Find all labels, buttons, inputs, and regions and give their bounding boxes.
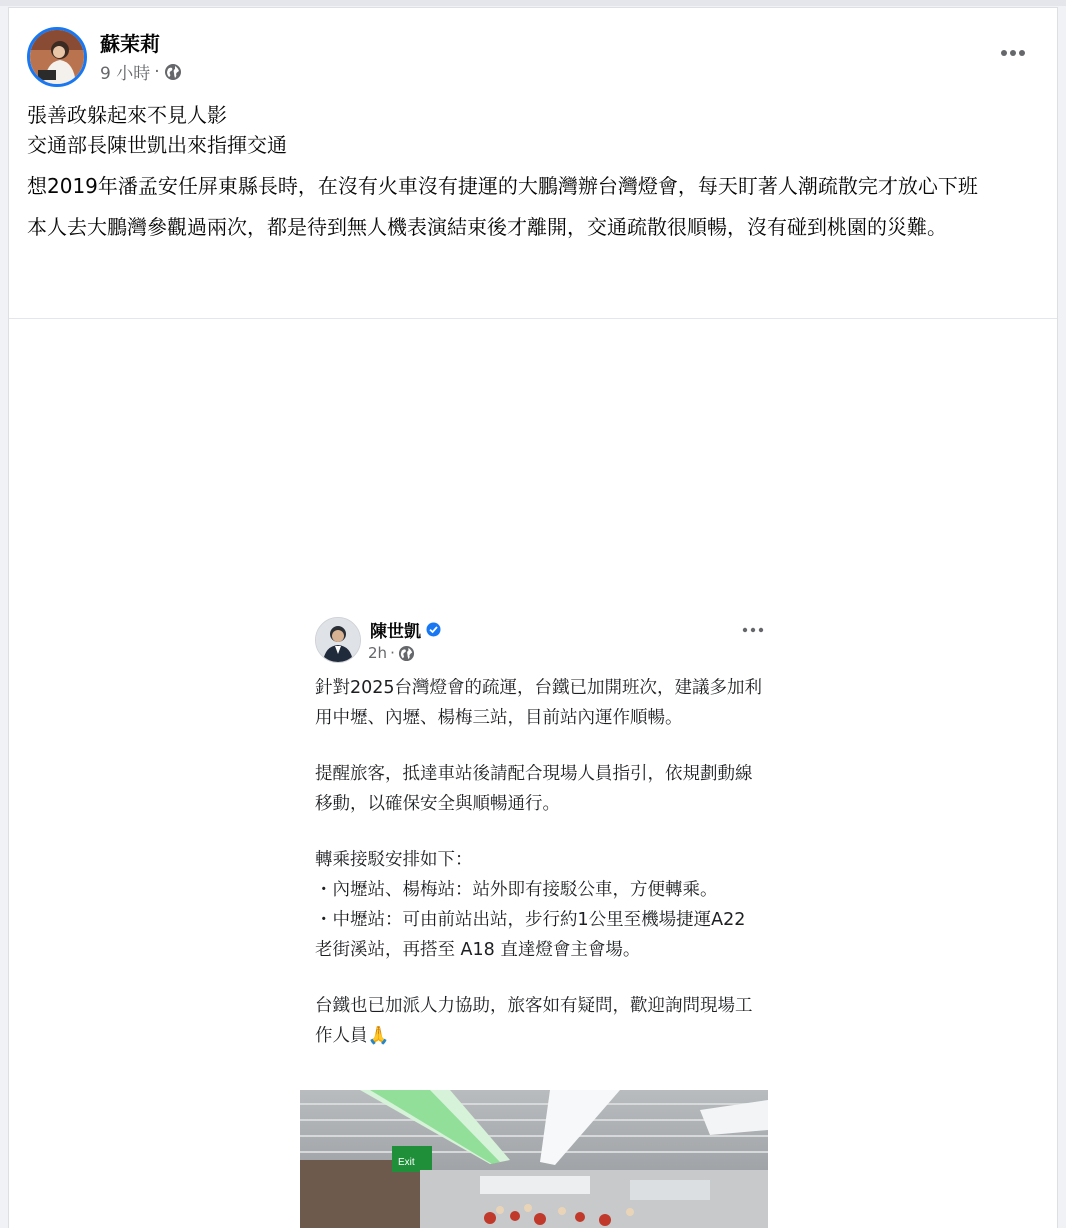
embedded-paragraph-3	[315, 845, 765, 965]
meta-separator: ·	[154, 61, 160, 82]
globe-icon[interactable]	[164, 63, 182, 81]
embedded-globe-icon	[398, 645, 415, 662]
author-name[interactable]: 蘇茉莉	[100, 32, 160, 56]
station-exit-sign: Exit	[398, 1157, 415, 1168]
post-time[interactable]: 9 小時	[100, 64, 151, 84]
embedded-post-screenshot	[300, 607, 768, 1228]
embedded-line-transfer: 轉乘接駁安排如下：	[315, 850, 473, 870]
post-line-2: 交通部長陳世凱出來指揮交通	[27, 133, 287, 157]
post-paragraph-3: 本人去大鵬灣參觀過兩次，都是待到無人機表演結束後才離開，交通疏散很順暢，沒有碰到桃園的災難。	[27, 215, 947, 239]
embedded-separator: ·	[390, 644, 395, 662]
more-options-icon	[1000, 49, 1026, 57]
embedded-paragraph-1: 針對2025台灣燈會的疏運，台鐵已加開班次，建議多加利用中壢、內壢、楊梅三站，目前站內運作順暢。	[315, 678, 763, 728]
post-card	[8, 7, 1058, 1228]
embedded-author	[370, 617, 441, 642]
post-line-1: 張善政躲起來不見人影	[27, 103, 227, 127]
embedded-more-icon	[738, 620, 768, 640]
author-avatar[interactable]	[27, 27, 87, 87]
station-photo	[300, 1090, 768, 1228]
verified-badge-icon	[426, 622, 441, 637]
embedded-avatar-photo	[316, 618, 360, 662]
avatar-photo	[30, 30, 84, 84]
embedded-meta	[368, 644, 415, 662]
embedded-time: 2h	[368, 644, 388, 662]
embedded-line-zhongli: ・中壢站：可由前站出站，步行約1公里至機場捷運A22 老街溪站，再搭至 A18 直達燈會主會場。	[315, 910, 746, 960]
embedded-paragraph-4: 台鐵也已加派人力協助，旅客如有疑問，歡迎詢問現場工作人員🙏	[315, 996, 753, 1046]
embedded-body	[315, 673, 765, 1077]
embedded-author-avatar	[315, 617, 361, 663]
embedded-line-neili: ・內壢站、楊梅站：站外即有接駁公車，方便轉乘。	[315, 880, 718, 900]
post-media[interactable]	[9, 319, 1057, 1228]
post-paragraph-2: 想2019年潘孟安任屏東縣長時，在沒有火車沒有捷運的大鵬灣辦台灣燈會，每天盯著人潮疏散完才放心下班	[27, 174, 978, 198]
post-paragraph-1	[27, 100, 1032, 160]
post-meta	[100, 59, 182, 84]
post-body	[27, 100, 1032, 253]
embedded-author-name: 陳世凱	[370, 622, 421, 642]
post-header	[9, 8, 1057, 98]
top-strip	[0, 0, 1066, 6]
embedded-paragraph-2: 提醒旅客，抵達車站後請配合現場人員指引，依規劃動線移動，以確保安全與順暢通行。	[315, 764, 753, 814]
more-options-button[interactable]	[995, 38, 1031, 68]
